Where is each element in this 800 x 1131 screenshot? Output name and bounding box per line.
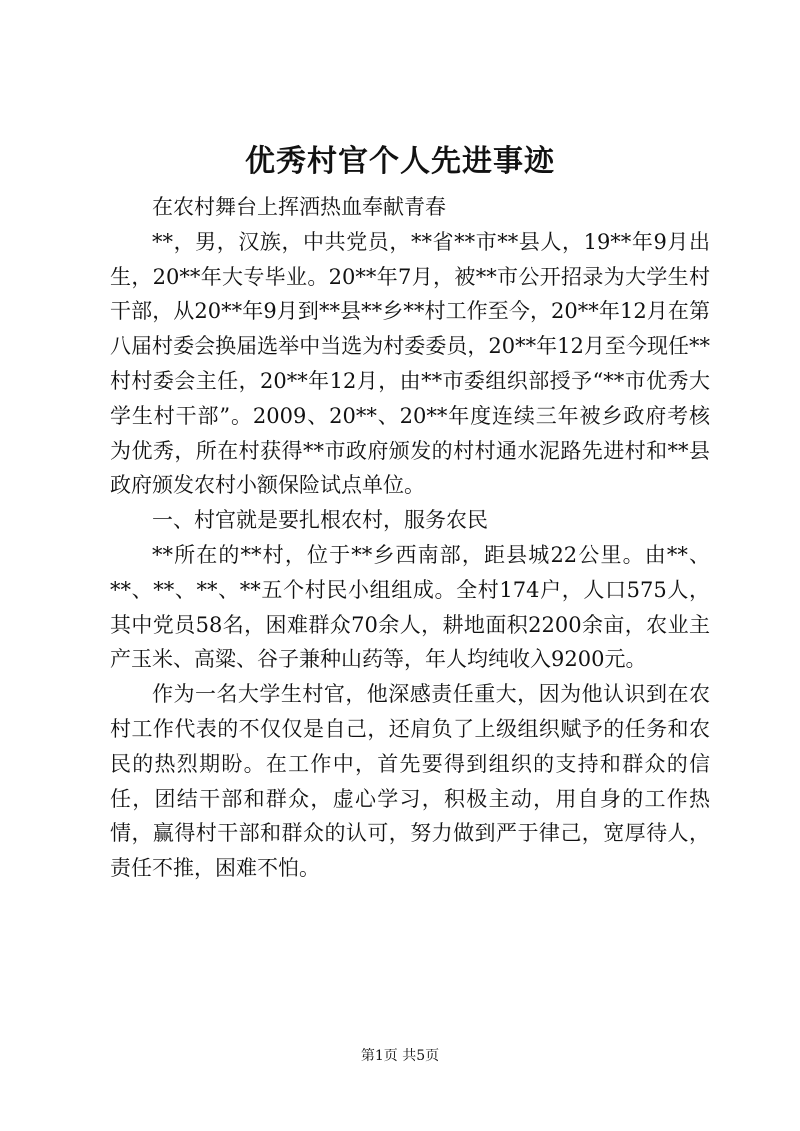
- page-number-footer: 第1页 共5页: [360, 1048, 440, 1064]
- section-heading: 一、村官就是要扎根农村，服务农民: [152, 508, 488, 533]
- village-info-paragraph: **所在的**村，位于**乡西南部，距县城22公里。由**、**、**、**、**五个村民小组组成。全村174户，人口575人，其中党员58名，困难群众70余人，耕地面积2200余亩，农业主产玉米、高粱、谷子兼种山药等，年人均纯收入9200元。: [110, 542, 710, 672]
- document-body: [110, 190, 710, 886]
- biography-paragraph: **，男，汉族，中共党员，**省**市**县人，19**年9月出生，20**年大专毕业。20**年7月，被**市公开招录为大学生村干部，从20**年9月到**县**乡**村工作至今，20**年12月在第八届村委会换届选举中当选为村委委员，20**年12月至今现任**村村委会主任，20**年12月，由**市委组织部授予“**市优秀大学生村干部”。2009、20**、20**年度连续三年被乡政府考核为优秀，所在村获得**市政府颁发的村村通水泥路先进村和**县政府颁发农村小额保险试点单位。: [110, 229, 710, 498]
- document-title: 优秀村官个人先进事迹: [245, 144, 555, 179]
- responsibility-paragraph: 作为一名大学生村官，他深感责任重大，因为他认识到在农村工作代表的不仅仅是自己，还肩负了上级组织赋予的任务和农民的热烈期盼。在工作中，首先要得到组织的支持和群众的信任，团结干部和群众，虚心学习，积极主动，用自身的工作热情，赢得村干部和群众的认可，努力做到严于律己，宽厚待人，责任不推，困难不怕。: [110, 682, 710, 881]
- subtitle-paragraph: 在农村舞台上挥洒热血奉献青春: [152, 195, 446, 219]
